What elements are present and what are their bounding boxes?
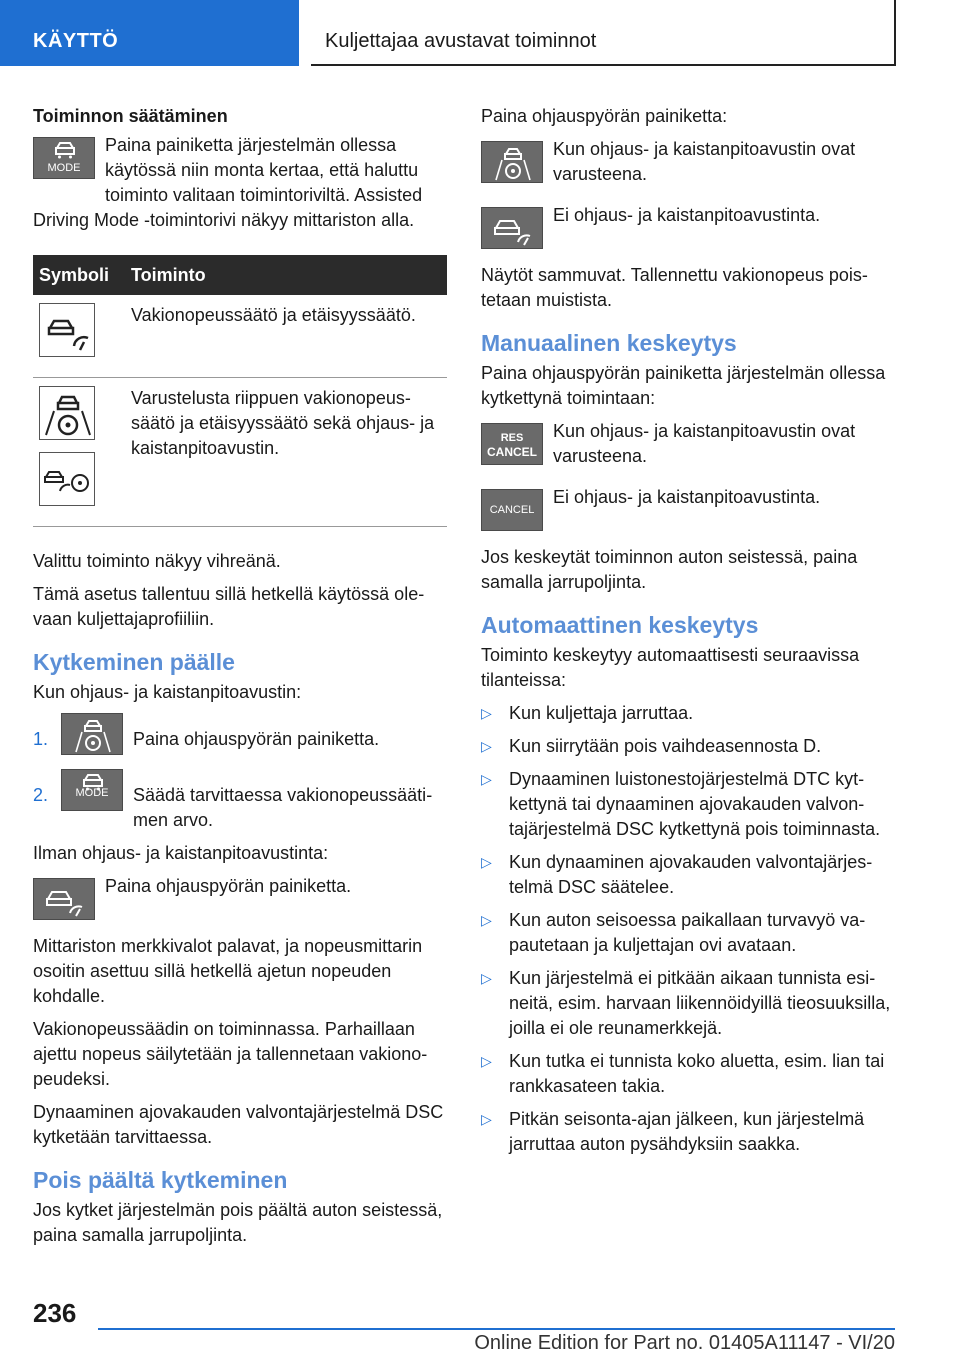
heading-auto-interrupt: Automaattinen keskeytys [481, 612, 759, 638]
without-assist-instruction [481, 203, 896, 255]
chapter-title: Kuljettajaa avustavat toiminnot [325, 30, 597, 52]
cruise-active: Vakionopeussäädin on toiminnassa. Parhaillaan ajettu nopeus säilytetään ja tallennetaan vakionopeudeksi. [33, 1019, 428, 1089]
cancel-label: CANCEL [487, 445, 537, 459]
step-number: 1. [33, 729, 49, 749]
lights-on: Mittariston merkkivalot palavat, ja nopeusmittarin osoitin asettuu sillä hetkellä ajetun nopeuden kohdalle. [33, 936, 423, 1006]
mode-label: MODE [75, 787, 109, 799]
steering-assist-icon [39, 386, 95, 440]
row2-function: Varustelusta riippuen vakionopeussäätö ja etäisyyssäätö sekä ohjaus- ja kaistanpitoavustin. [125, 378, 447, 527]
step-number: 2. [33, 785, 49, 805]
bullet-triangle-icon: ▷ [481, 771, 492, 787]
press-wheel-instruction [33, 874, 449, 926]
press-wheel-text: Paina ohjauspyörän painiketta. [105, 876, 352, 896]
mode-label: MODE [47, 162, 81, 174]
cruise-distance-icon [39, 303, 95, 357]
bullet-triangle-icon: ▷ [481, 1053, 492, 1069]
section-title: KÄYTTÖ [33, 30, 119, 52]
res-cancel-button-icon [481, 423, 543, 465]
setting-saved: Tämä asetus tallentuu sillä hetkellä käytössä olevaan kuljettajaprofiiliin. [33, 584, 425, 629]
bullet-triangle-icon: ▷ [481, 912, 492, 928]
manual-with-text: Kun ohjaus- ja kaistanpitoavustin ovat varusteena. [553, 421, 856, 466]
with-assist-text: Kun ohjaus- ja kaistanpitoavustin ovat varusteena. [553, 139, 856, 184]
mode-button-icon [33, 137, 95, 179]
without-assist-text: Ei ohjaus- ja kaistanpitoavustinta. [553, 205, 821, 225]
bullet-triangle-icon: ▷ [481, 738, 492, 754]
table-row [33, 295, 447, 378]
page-number: 236 [33, 1298, 77, 1328]
list-item: ▷ Kun auton seisoessa paikallaan turvavyö vapautetaan ja kuljettajan ovi avataan. [481, 910, 866, 955]
right-column [481, 104, 896, 1165]
list-item: ▷ Dynaaminen luistonestojärjestelmä DTC kytkettynä tai dynaaminen ajovakauden valvontajärjestelmä DSC kytkettynä pois toiminnasta. [481, 769, 881, 839]
list-item: ▷ Kun siirrytään pois vaihdeasennosta D. [481, 734, 896, 759]
switch-on-steps [33, 713, 449, 833]
steering-button-icon [481, 141, 543, 183]
cancel-button-icon [481, 489, 543, 531]
cruise-button-icon [481, 207, 543, 249]
row1-function: Vakionopeussäätö ja etäisyyssäätö. [125, 295, 447, 378]
dsc-info: Dynaaminen ajovakauden valvontajärjestelmä DSC kytketään tarvittaessa. [33, 1102, 444, 1147]
left-column [33, 104, 449, 1256]
auto-intro: Toiminto keskeytyy automaattisesti seuraavissa tilanteissa: [481, 645, 860, 690]
manual-without-instruction [481, 485, 896, 537]
mode-button-icon [61, 769, 123, 811]
selected-green: Valittu toiminto näkyy vihreänä. [33, 551, 281, 571]
step-text: Paina ohjauspyörän painiketta. [133, 729, 380, 749]
with-assist-label: Kun ohjaus- ja kaistanpitoavustin: [33, 682, 302, 702]
chapter-tab [311, 0, 896, 66]
auto-interrupt-list [481, 701, 896, 1157]
list-item: ▷ Kun tutka ei tunnista koko aluetta, esim. lian tai rankkasateen takia. [481, 1051, 885, 1096]
list-item [33, 713, 449, 761]
cruise-steering-icon [39, 452, 95, 506]
heading-switch-on: Kytkeminen päälle [33, 649, 235, 675]
table-row [33, 378, 447, 527]
bullet-triangle-icon: ▷ [481, 854, 492, 870]
brake-note: Jos keskeytät toiminnon auton seistessä, paina samalla jarrupoljinta. [481, 547, 858, 592]
heading-manual-interrupt: Manuaalinen keskeytys [481, 330, 737, 356]
manual-intro: Paina ohjauspyörän painiketta järjestelmän ollessa kytkettynä toimintaan: [481, 363, 886, 408]
steering-button-icon [61, 713, 123, 755]
res-label: RES [500, 432, 524, 444]
press-wheel-label: Paina ohjauspyörän painiketta: [481, 106, 728, 126]
displays-off: Näytöt sammuvat. Tallennettu vakionopeus poistetaan muistista. [481, 265, 868, 310]
step-text: Säädä tarvittaessa vakionopeussäätimen arvo. [133, 785, 433, 830]
heading-switch-off: Pois päältä kytkeminen [33, 1167, 288, 1193]
without-assist-label: Ilman ohjaus- ja kaistanpitoavustinta: [33, 843, 329, 863]
switch-off-text: Jos kytket järjestelmän pois päältä auton seistessä, paina samalla jarrupoljinta. [33, 1200, 443, 1245]
cancel-label: CANCEL [489, 504, 535, 516]
list-item [33, 769, 449, 833]
bullet-triangle-icon: ▷ [481, 705, 492, 721]
list-item: ▷ Kun järjestelmä ei pitkään aikaan tunnista esineitä, esim. harvaan liikennöidyillä tieosuuksilla, joilla ei ole reunamerkkejä. [481, 968, 891, 1038]
cruise-button-icon [33, 878, 95, 920]
list-item: ▷ Kun kuljettaja jarruttaa. [481, 701, 896, 726]
list-item: ▷ Kun dynaaminen ajovakauden valvontajärjestelmä DSC säätelee. [481, 852, 873, 897]
mode-intro: Paina painiketta järjestelmän ollessa käytössä niin monta kertaa, että haluttu toiminto valitaan toimintoriviltä. Assisted Driving Mode -toimintorivi näkyy mittariston alla. [33, 135, 423, 230]
list-item: ▷ Pitkän seisonta-ajan jälkeen, kun järjestelmä jarruttaa auton pysähdyksiin saakka. [481, 1109, 865, 1154]
footer-divider [98, 1328, 895, 1330]
manual-with-instruction [481, 419, 896, 477]
table-header-function: Toiminto [125, 255, 447, 295]
symbol-table [33, 255, 447, 527]
footer-edition: Online Edition for Part no. 01405A11147 - VI/20 [474, 1332, 895, 1354]
with-assist-instruction [481, 137, 896, 195]
subheading-adjust: Toiminnon säätäminen [33, 106, 228, 126]
bullet-triangle-icon: ▷ [481, 1111, 492, 1127]
bullet-triangle-icon: ▷ [481, 970, 492, 986]
section-tab [0, 0, 299, 66]
mode-instruction [33, 133, 449, 241]
table-header-symbol: Symboli [33, 255, 125, 295]
manual-without-text: Ei ohjaus- ja kaistanpitoavustinta. [553, 487, 821, 507]
